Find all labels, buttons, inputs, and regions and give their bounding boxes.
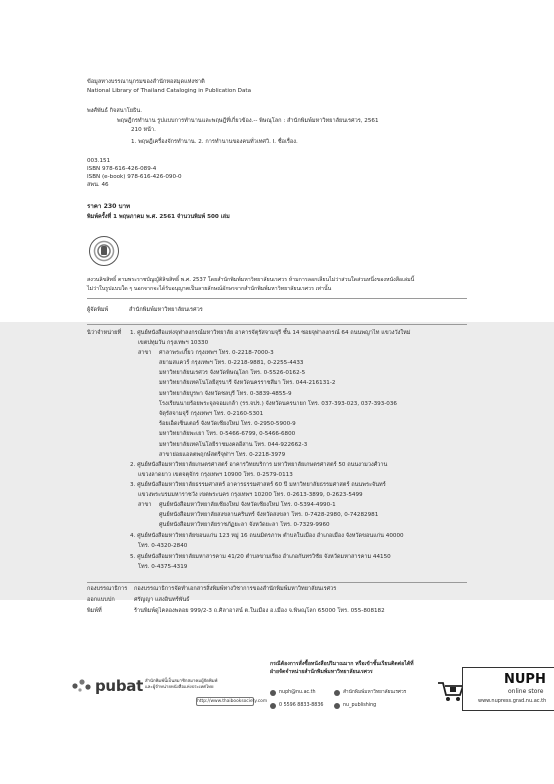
credit-value-editorial: กองบรรณาธิการจัดทำเอกสารสิ่งพิมพ์ทางวิชาการของสำนักพิมพ์มหาวิทยาลัยนเรศวร — [134, 586, 337, 592]
pubat-desc-1: สำนักพิมพ์นี้เป็นสมาชิกสมาคมผู้จัดพิมพ์ — [145, 679, 218, 684]
list-item: สาขาย่อยแอลตพฤกษ์สตรีจุฬาฯ โทร. 0-2218-3979 — [159, 452, 286, 458]
branch-label: สาขา — [138, 350, 152, 356]
contact-facebook[interactable]: สำนักพิมพ์มหาวิทยาลัยนเรศวร — [343, 690, 407, 695]
distribution-center-3: 3. ศูนย์หนังสือมหาวิทยาลัยธรรมศาสตร์ อาคารธรรมศาสตร์ 60 ปี มหาวิทยาลัยธรรมศาสตร์ ถนนพระจันทร์ — [130, 482, 386, 488]
pubat-logo-icon — [71, 677, 93, 693]
copyright-line1: สงวนลิขสิทธิ์ ตามพระราชบัญญัติลิขสิทธิ์ พ.ศ. 2537 โดยสำนักพิมพ์มหาวิทยาลัยนเรศวร ห้ามการลอกเลียนไม่ว่าส่วนใดส่วนหนึ่งของหนังสือเล่มนี้ — [87, 277, 415, 283]
list-item: ร้อยเอ็ดเซ็นเตอร์ จังหวัดเชียงใหม่ โทร. 0-2950-5900-9 — [159, 421, 296, 427]
list-item: ศูนย์หนังสือมหาวิทยาลัยราชภัฏยะลา จังหวัดยะลา โทร. 0-7329-9960 — [159, 522, 330, 528]
cip-order-number: สพน. 46 — [87, 182, 109, 188]
distribution-center-1: 1. ศูนย์หนังสือแห่งจุฬาลงกรณ์มหาวิทยาลัย อาคารจัตุรัสจามจุรี ชั้น 14 ซอยจุฬาลงกรณ์ 64 ถนนพญาไท แขวงวังใหม่ — [130, 330, 411, 336]
list-item: โรงเรียนนายร้อยพระจุลจอมเกล้า (รร.จปร.) จังหวัดนครนายก โทร. 037-393-023, 037-393-036 — [159, 401, 397, 407]
list-item: ศูนย์หนังสือมหาวิทยาลัยเชียงใหม่ จังหวัดเชียงใหม่ โทร. 0-5394-4990-1 — [159, 502, 336, 508]
credit-value-cover: ศรัญญา แสงอินทร์พันธ์ — [134, 597, 190, 603]
cip-isbn: ISBN 978-616-426-089-4 — [87, 166, 157, 172]
credit-label-printer: พิมพ์ที่ — [87, 608, 102, 614]
list-item: มหาวิทยาลัยเทคโนโลยีสุรนารี จังหวัดนครราชสีมา โทร. 044-216131-2 — [159, 380, 336, 386]
pubat-name: pubat — [95, 677, 143, 695]
cip-author: พงศ์พันธ์ กิจสนาโยธิน. — [87, 108, 143, 114]
list-item: สยามสแควร์ กรุงเทพฯ โทร. 0-2218-9881, 0-2255-4433 — [159, 360, 304, 366]
order-info-line1: กรณีต้องการสั่งซื้อหนังสือปริมาณมาก หรือเข้าชั้นเรียนติดต่อได้ที่ — [270, 661, 414, 667]
cip-isbn-ebook: ISBN (e-book) 978-616-426-090-0 — [87, 174, 182, 180]
cip-class-number: 003.151 — [87, 158, 111, 164]
print-info: พิมพ์ครั้งที่ 1 พฤษภาคม พ.ศ. 2561 จำนวนพิมพ์ 500 เล่ม — [87, 214, 230, 220]
list-item: มหาวิทยาลัยพะเยา โทร. 0-5466-6799, 0-5466-6800 — [159, 431, 296, 437]
facebook-icon — [334, 690, 340, 696]
email-icon — [270, 690, 276, 696]
price: ราคา 230 บาท — [87, 203, 131, 210]
cip-title-line2: 210 หน้า. — [131, 127, 156, 133]
list-item: ศาลาพระเกี้ยว กรุงเทพฯ โทร. 0-2218-7000-3 — [159, 350, 274, 356]
list-item: ศูนย์หนังสือมหาวิทยาลัยสงขลานครินทร์ จังหวัดสงขลา โทร. 0-7428-2980, 0-74282981 — [159, 512, 379, 518]
distribution-center-2: 2. ศูนย์หนังสือมหาวิทยาลัยเกษตรศาสตร์ อาคารวิทยบริการ มหาวิทยาลัยเกษตรศาสตร์ 50 ถนนงามวงศ์วาน — [130, 462, 388, 468]
contact-line[interactable]: nu_publishing — [343, 703, 377, 708]
credit-label-editorial: กองบรรณาธิการ — [87, 586, 128, 592]
list-item: จัตุรัสจามจุรี กรุงเทพฯ โทร. 0-2160-5301 — [159, 411, 264, 417]
shopping-cart-icon — [437, 680, 465, 702]
pubat-desc-2: และผู้จำหน่ายหนังสือแห่งประเทศไทย — [145, 685, 214, 690]
order-info-line2: ฝ่ายจัดจำหน่ายสำนักพิมพ์มหาวิทยาลัยนเรศวร — [270, 669, 373, 675]
distribution-center-2-address: แขวงลาดยาว เขตจตุจักร กรุงเทพฯ 10900 โทร. 0-2579-0113 — [138, 472, 293, 478]
cip-header-en: National Library of Thailand Cataloging in Publication Data — [87, 88, 252, 94]
list-item: มหาวิทยาลัยเทคโนโลยีราชมงคลอีสาน โทร. 044-922662-3 — [159, 442, 308, 448]
divider — [87, 324, 467, 325]
distribution-center-4: 4. ศูนย์หนังสือมหาวิทยาลัยขอนแก่น 123 หมู่ 16 ถนนมิตรภาพ ตำบลในเมือง อำเภอเมือง จังหวัดขอนแก่น 40000 — [130, 533, 404, 539]
store-title: NUPH — [504, 672, 546, 687]
list-item: มหาวิทยาลัยบูรพา จังหวัดชลบุรี โทร. 0-3839-4855-9 — [159, 391, 292, 397]
list-item: มหาวิทยาลัยนเรศวร จังหวัดพิษณุโลก โทร. 0-5526-0162-5 — [159, 370, 306, 376]
publisher-value: สำนักพิมพ์มหาวิทยาลัยนเรศวร — [129, 307, 203, 313]
divider — [87, 582, 467, 583]
branch-label: สาขา — [138, 502, 152, 508]
cip-subjects: 1. พฤษฎีเครื่องจักรทำนาน. 2. การทำนานของคนทั่วเทศวิ. I. ชื่อเรื่อง. — [131, 139, 298, 145]
distribution-center-5: 5. ศูนย์หนังสือมหาวิทยาลัยมหาสารคาม 41/20 ตำบลขามเรียง อำเภอกันทรวิชัย จังหวัดมหาสารคาม 44150 — [130, 554, 391, 560]
publisher-label: ผู้จัดพิมพ์ — [87, 307, 109, 313]
store-subtitle: online store — [508, 688, 544, 695]
copyright-line2: ไม่ว่าในรูปแบบใด ๆ นอกจากจะได้รับอนุญาตเป็นลายลักษณ์อักษรจากสำนักพิมพ์มหาวิทยาลัยนเรศวร เท่านั้น — [87, 286, 332, 292]
distribution-center-3-address: แขวงพระบรมมหาราชวัง เขตพระนคร กรุงเทพฯ 10200 โทร. 0-2613-3899, 0-2623-5499 — [138, 492, 363, 498]
contact-phone: 0 5596 8833-8836 — [279, 703, 324, 708]
cip-header-th: ข้อมูลทางบรรณานุกรมของสำนักหอสมุดแห่งชาติ — [87, 79, 205, 85]
credit-label-cover: ออกแบบปก — [87, 597, 115, 603]
pubat-url[interactable]: http://www.thaibooksociety.com — [197, 699, 268, 704]
distribution-center-4-tel: โทร. 0-4320-2840 — [138, 543, 188, 549]
credit-value-printer: ร้านพิมพ์ดูไคลองพลอย 999/2-3 ถ.ศิลาอาสน์ ต.ในเมือง อ.เมือง จ.พิษณุโลก 65000 โทร. 055-808182 — [134, 608, 385, 614]
university-seal-icon — [89, 236, 119, 266]
distribution-label: นิว่าจำหน่ายที่ — [87, 330, 122, 336]
line-icon — [334, 703, 340, 709]
phone-icon — [270, 703, 276, 709]
distribution-center-5-tel: โทร. 0-4375-4319 — [138, 564, 188, 570]
store-url[interactable]: www.nupress.grad.nu.ac.th — [478, 698, 547, 704]
distribution-center-1-address: เขตปทุมวัน กรุงเทพฯ 10330 — [138, 340, 209, 346]
contact-email[interactable]: nuph@nu.ac.th — [279, 690, 316, 695]
cip-title-line1: พฤษฎีกรทำนาน รูปแบบการทำนานและพฤษฎีที่เกี่ยวข้อง.-- พิษณุโลก : สำนักพิมพ์มหาวิทยาลัยนเรศวร, 2561 — [117, 118, 379, 124]
divider — [87, 298, 467, 299]
